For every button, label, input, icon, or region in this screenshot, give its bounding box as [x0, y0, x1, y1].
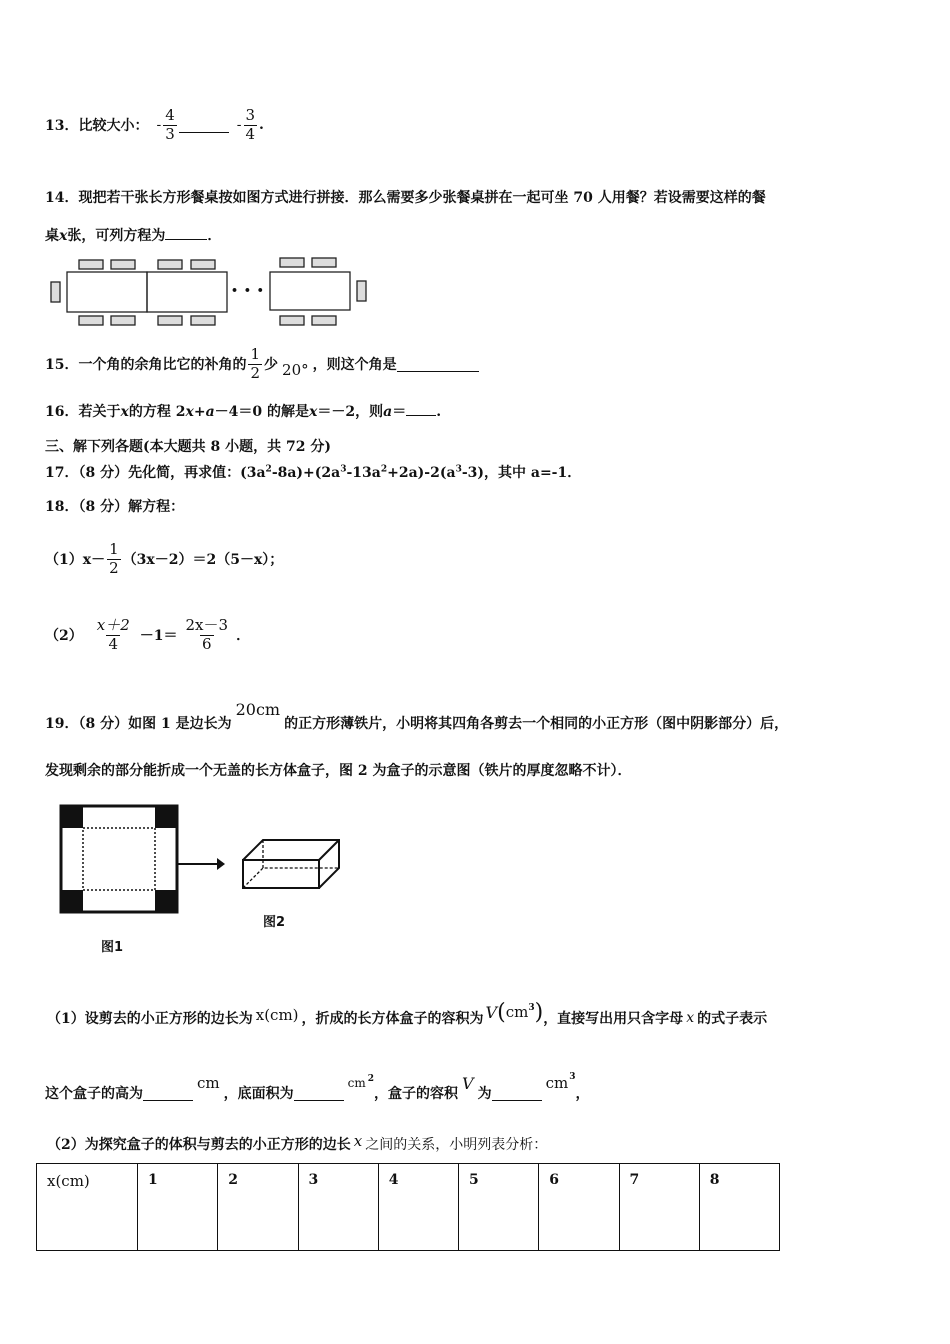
paren-close: ) — [534, 999, 544, 1025]
box-figures — [55, 800, 355, 960]
period: ． — [236, 628, 251, 644]
fraction-neg-3-4 — [244, 107, 258, 143]
table-2 — [147, 272, 227, 312]
chair — [79, 316, 103, 325]
answer-blank-area — [294, 1086, 344, 1101]
unit-cm2: cm — [347, 1076, 366, 1090]
answer-blank-height — [143, 1086, 193, 1101]
chair — [280, 258, 304, 267]
text: ，底面积为 — [223, 1086, 294, 1102]
chair — [158, 260, 182, 269]
table-cell: 5 — [459, 1164, 539, 1251]
figure-2-box — [243, 840, 339, 888]
q19-part1-line1: （1）设剪去的小正方形的边长为 x(cm) ，折成的长方体盒子的容积为 V ( cm $^3$ ) ，直接写出用只含字母 x 的式子表示 — [47, 999, 768, 1027]
table-cell: 8 — [699, 1164, 779, 1251]
text: ，盒子的容积 — [374, 1086, 458, 1102]
chair — [312, 316, 336, 325]
denominator: 2 — [109, 558, 119, 577]
fraction-x-plus-2-over-4 — [95, 617, 132, 653]
tables-figure — [45, 252, 375, 332]
answer-blank — [397, 357, 479, 372]
chair-end — [357, 281, 366, 301]
q19-line1 — [45, 693, 788, 733]
chair — [158, 316, 182, 325]
table-1 — [67, 272, 147, 312]
text: 19．（8 分）如图 1 是边长为 — [45, 716, 232, 732]
arrow-icon — [177, 858, 225, 870]
text: 之间的关系，小明列表分析： — [365, 1137, 548, 1153]
table-row — [37, 1164, 780, 1251]
numerator: 2x－3 — [185, 616, 229, 635]
question-16 — [45, 401, 441, 421]
figure-1-caption: 图1 — [101, 940, 124, 955]
chair — [111, 316, 135, 325]
text: （2）为探究盒子的体积与剪去的小正方形的边长 — [47, 1137, 351, 1153]
corner-shaded — [155, 806, 177, 828]
table-cell: 3 — [298, 1164, 378, 1251]
question-18-title: 18．（8 分）解方程： — [45, 499, 185, 515]
var-x: x — [120, 404, 129, 420]
text: ＝ — [392, 404, 407, 420]
q19-part2 — [47, 1130, 547, 1158]
table-cell: 1 — [138, 1164, 218, 1251]
text: （3x－2）＝2（5－x）； — [122, 552, 284, 568]
var-x: x — [185, 404, 194, 420]
text: 这个盒子的高为 — [45, 1086, 143, 1102]
sign: - — [156, 117, 162, 133]
text: 少 — [264, 357, 279, 373]
answer-blank — [406, 401, 436, 416]
length-value: 20cm — [235, 700, 281, 719]
exponent: 3 — [455, 464, 462, 475]
question-15 — [45, 342, 479, 386]
text: +2a)-2(a — [387, 465, 456, 481]
section-heading: 三、解下列各题(本大题共 8 小题，共 72 分) — [45, 439, 331, 455]
text: ＝－2，则 — [317, 404, 384, 420]
table-cell: 4 — [378, 1164, 458, 1251]
table-cell: 2 — [218, 1164, 298, 1251]
answer-blank-volume — [492, 1086, 542, 1101]
var-x: x — [309, 404, 318, 420]
question-17 — [45, 462, 581, 482]
text: 的式子表示 — [697, 1011, 768, 1027]
text: 张，可列方程为 — [67, 228, 166, 244]
numerator: 3 — [245, 106, 256, 125]
table-cell: 6 — [539, 1164, 619, 1251]
text: 为 — [477, 1086, 492, 1102]
corner-shaded — [155, 890, 177, 912]
table-cell: 7 — [619, 1164, 699, 1251]
fraction-neg-4-3 — [163, 107, 177, 143]
q14-line1: 14．现把若干张长方形餐桌按如图方式进行拼接．那么需要多少张餐桌拼在一起可坐 70 人用餐？若设需要这样的餐 — [45, 190, 766, 206]
paren-open: ( — [497, 999, 506, 1025]
text: + — [193, 404, 206, 420]
chair — [111, 260, 135, 269]
text: ，则这个角是 — [312, 357, 397, 373]
var-V: V — [485, 1002, 498, 1022]
q14-line2 — [45, 225, 221, 245]
q19-line2: 发现剩余的部分能折成一个无盖的长方体盒子，图 2 为盒子的示意图（铁片的厚度忽略不计）． — [45, 763, 632, 779]
ellipsis: • • • — [231, 284, 265, 297]
text: 的正方形薄铁片，小明将其四角各剪去一个相同的小正方形（图中阴影部分）后， — [284, 716, 789, 732]
text: 16．若关于 — [45, 404, 121, 420]
period: ． — [207, 228, 222, 244]
fraction-1-2 — [107, 541, 121, 577]
answer-blank — [179, 118, 229, 133]
denominator: 2 — [250, 363, 261, 382]
unit-cm3: cm — [545, 1074, 569, 1092]
text: 15．一个角的余角比它的补角的 — [45, 357, 247, 373]
exponent: 2 — [380, 464, 388, 475]
numerator: 1 — [250, 345, 261, 364]
denominator: 6 — [202, 634, 212, 653]
denominator: 3 — [165, 124, 175, 143]
chair — [312, 258, 336, 267]
exponent: 3 — [340, 464, 347, 475]
question-18-part1 — [45, 528, 283, 590]
var-x: x — [59, 228, 68, 244]
answer-blank — [165, 225, 207, 240]
text: －4＝0 的解是 — [214, 404, 309, 420]
text: （2） — [45, 628, 83, 644]
denominator: 4 — [245, 124, 256, 143]
fraction-2x-minus-3-over-6 — [184, 617, 231, 653]
denominator: 4 — [108, 634, 119, 653]
period: . — [259, 117, 264, 133]
question-13 — [45, 100, 264, 150]
angle-value: 20° — [282, 361, 309, 379]
var-x-cm: x(cm) — [255, 1006, 299, 1024]
var-V: V — [462, 1073, 474, 1093]
text: （1）设剪去的小正方形的边长为 — [47, 1011, 253, 1027]
analysis-table — [36, 1163, 780, 1251]
chair — [280, 316, 304, 325]
figure-2-caption: 图2 — [263, 915, 286, 930]
text: －1＝ — [139, 628, 178, 644]
text: 的方程 2 — [128, 404, 186, 420]
numerator: 4 — [165, 106, 175, 125]
text: 桌 — [45, 228, 59, 244]
chair-end — [51, 282, 60, 302]
text: -8a)+(2a — [271, 465, 341, 481]
exponent: 2 — [265, 464, 272, 475]
chair — [79, 260, 103, 269]
corner-shaded — [61, 806, 83, 828]
text: （1）x－ — [45, 552, 106, 568]
text: ，直接写出用只含字母 — [543, 1011, 684, 1027]
unit: cm — [505, 1003, 529, 1021]
corner-shaded — [61, 890, 83, 912]
chair — [191, 316, 215, 325]
var-x: x — [686, 1010, 695, 1026]
sign: - — [236, 117, 242, 133]
text: ， — [575, 1086, 590, 1102]
question-18-part2 — [45, 610, 250, 660]
figure-1-square — [61, 806, 177, 912]
var-a: a — [205, 404, 215, 420]
text: -13a — [346, 465, 381, 481]
text: 17．（8 分）先化简，再求值：(3a — [45, 465, 266, 481]
numerator: 1 — [109, 540, 119, 559]
fraction-1-2 — [248, 346, 262, 382]
text: -3)，其中 a=-1． — [461, 465, 582, 481]
numerator: x＋2 — [96, 616, 130, 635]
chair — [191, 260, 215, 269]
q19-part1-line2: 这个盒子的高为 cm ，底面积为 cm $^2$ ，盒子的容积 V 为 cm $^3$ ， — [45, 1072, 590, 1102]
q13-label: 13．比较大小： — [45, 118, 149, 134]
unit-cm: cm — [197, 1074, 220, 1092]
var-x: x — [353, 1132, 363, 1150]
period: . — [436, 404, 442, 420]
text: ，折成的长方体盒子的容积为 — [301, 1011, 484, 1027]
table-header-x: x(cm) — [37, 1164, 138, 1251]
var-a: a — [383, 404, 393, 420]
table-n — [270, 272, 350, 310]
